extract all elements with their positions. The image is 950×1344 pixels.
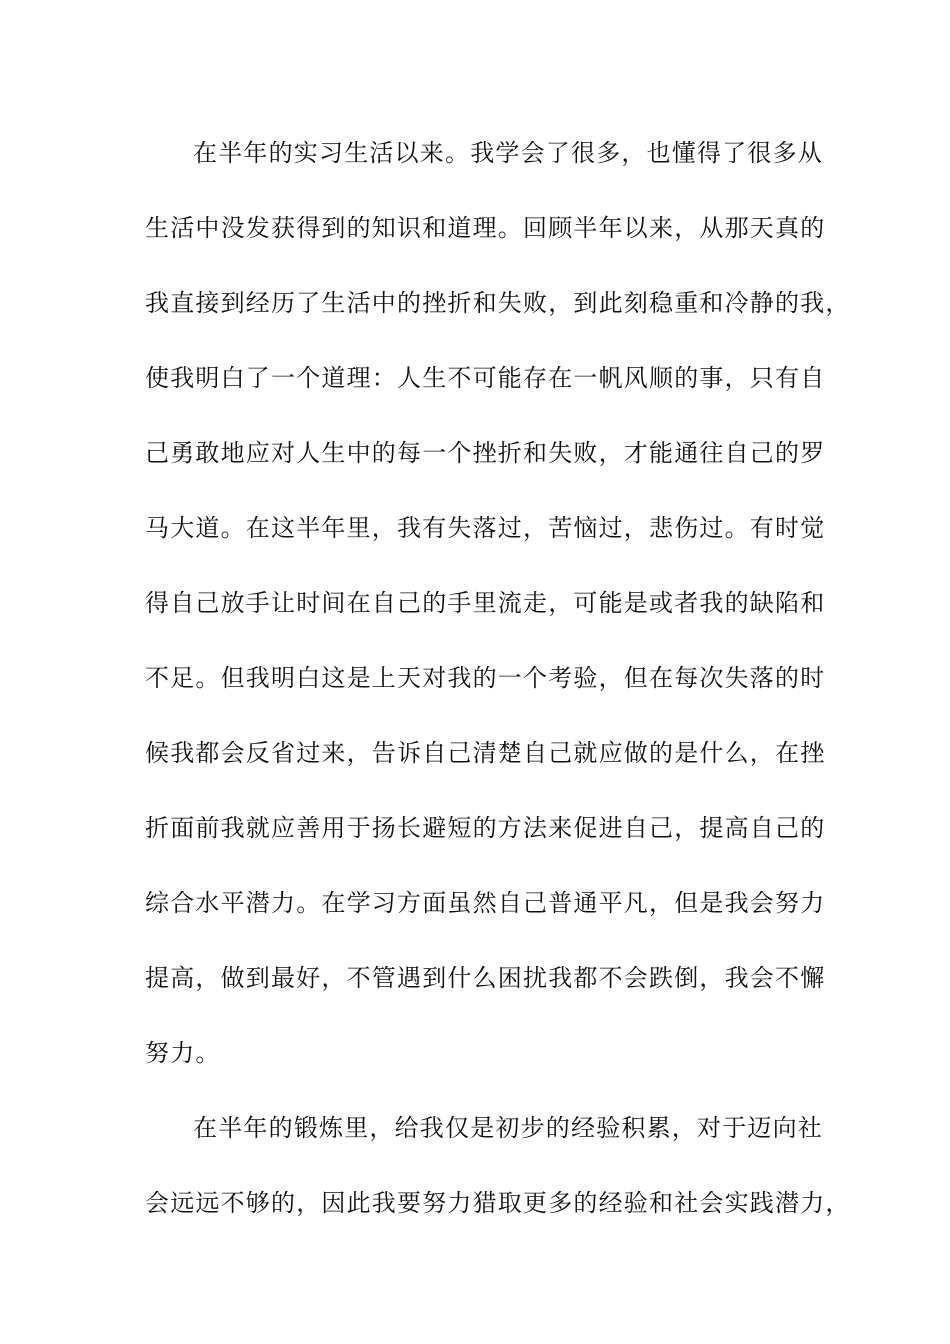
- document-body: [145, 128, 851, 1253]
- text-line: 在半年的锻炼里，给我仅是初步的经验积累，对于迈向社: [193, 1114, 823, 1142]
- text-line: 折面前我就应善用于扬长避短的方法来促进自己，提高自己的: [145, 814, 826, 842]
- paragraph-2: [145, 1103, 851, 1253]
- text-line: 己勇敢地应对人生中的每一个挫折和失败，才能通往自己的罗: [145, 439, 826, 467]
- text-line: 马大道。在这半年里，我有失落过，苦恼过，悲伤过。有时觉: [145, 514, 826, 542]
- paragraph-1: [145, 128, 851, 1103]
- text-line: 生活中没发获得到的知识和道理。回顾半年以来，从那天真的: [145, 214, 826, 242]
- text-line: 提高，做到最好，不管遇到什么困扰我都不会跌倒，我会不懈: [145, 964, 826, 992]
- text-line: 综合水平潜力。在学习方面虽然自己普通平凡，但是我会努力: [145, 889, 826, 917]
- text-line: 得自己放手让时间在自己的手里流走，可能是或者我的缺陷和: [145, 589, 826, 617]
- text-line: 使我明白了一个道理：人生不可能存在一帆风顺的事，只有自: [145, 364, 826, 392]
- text-line: 不足。但我明白这是上天对我的一个考验，但在每次失落的时: [145, 664, 826, 692]
- text-line: 在半年的实习生活以来。我学会了很多，也懂得了很多从: [193, 139, 823, 167]
- text-line: 候我都会反省过来，告诉自己清楚自己就应做的是什么，在挫: [145, 739, 826, 767]
- text-line: 会远远不够的，因此我要努力猎取更多的经验和社会实践潜力，: [145, 1189, 851, 1217]
- text-line: 我直接到经历了生活中的挫折和失败，到此刻稳重和冷静的我，: [145, 289, 851, 317]
- text-line: 努力。: [145, 1039, 221, 1067]
